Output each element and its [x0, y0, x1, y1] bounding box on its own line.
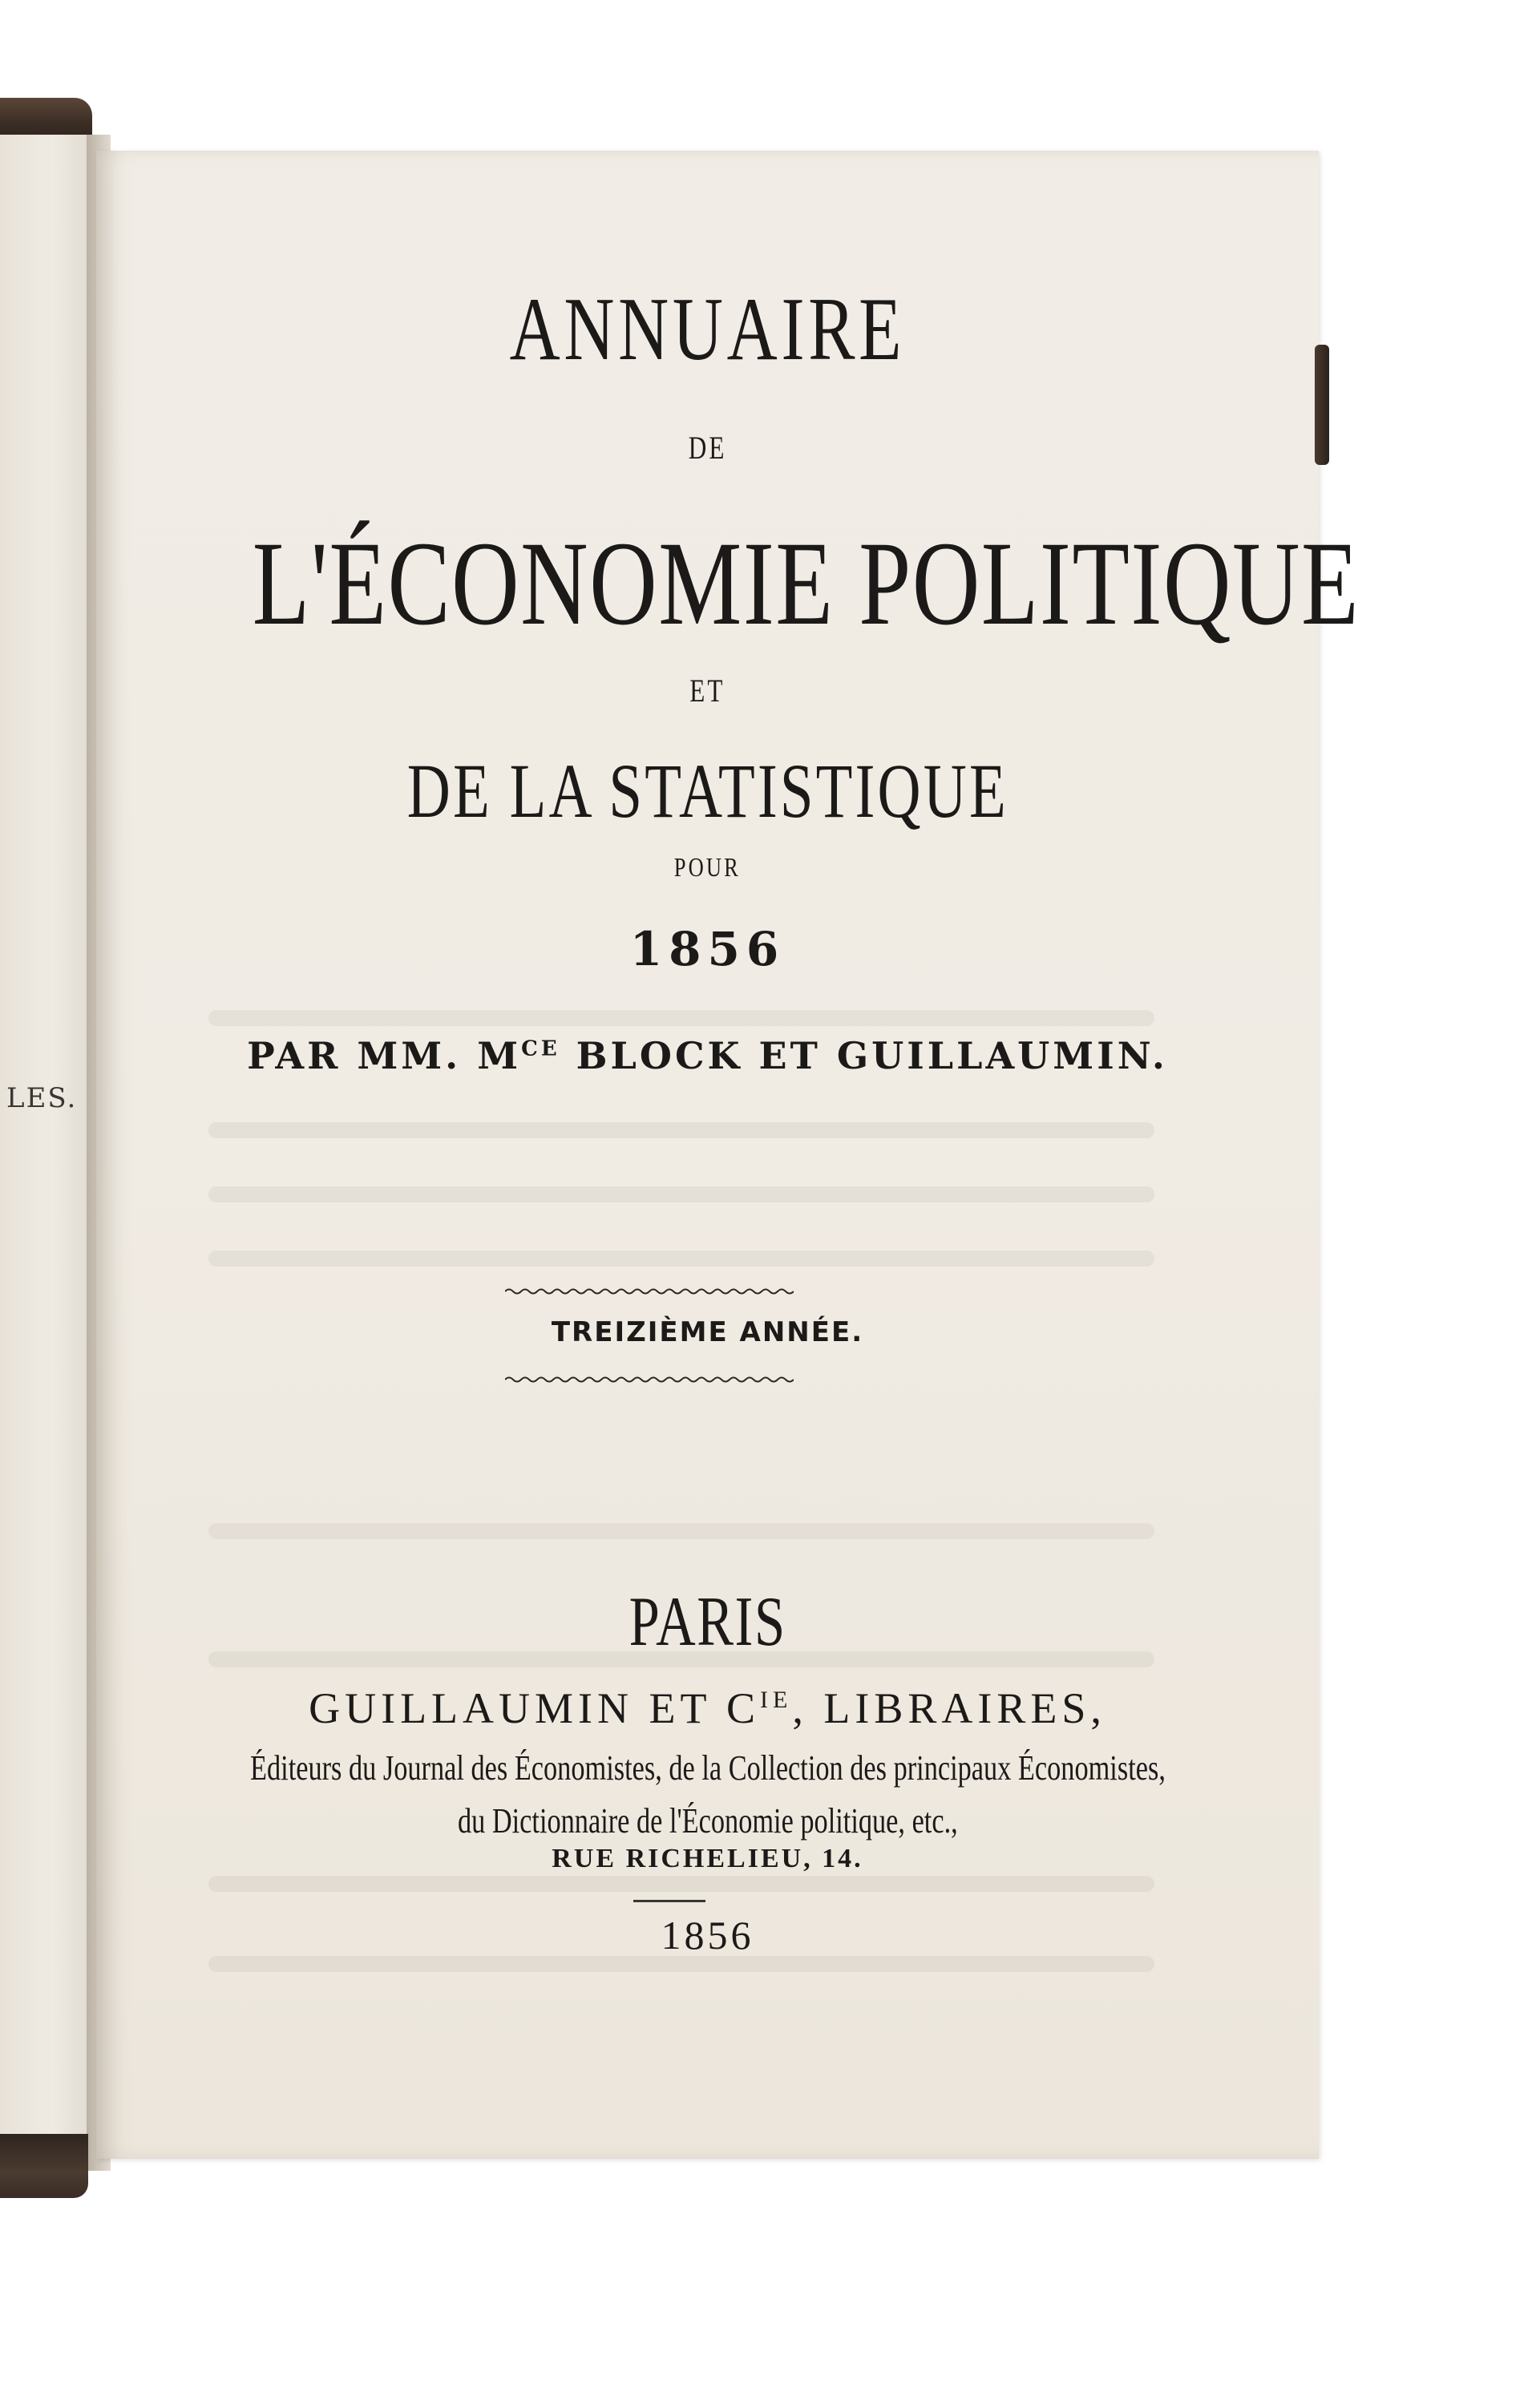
- show-through: [208, 1186, 1154, 1202]
- edition-label: [96, 1316, 1319, 1348]
- imprint-city: [96, 1579, 1319, 1663]
- show-through: [208, 1122, 1154, 1138]
- address-text: RUE RICHELIEU, 14.: [552, 1844, 863, 1873]
- title-line-statistique: [96, 746, 1319, 835]
- authors-line: [96, 1034, 1319, 1077]
- connector-de: [96, 429, 1319, 467]
- book-binding-bottom: [0, 2134, 88, 2198]
- show-through: [208, 1010, 1154, 1026]
- editors-line: [96, 1748, 1319, 1788]
- dictionary-line: [96, 1800, 1319, 1841]
- title-text: DE LA STATISTIQUE: [406, 748, 1008, 834]
- city-text: PARIS: [629, 1583, 786, 1661]
- authors-names: BLOCK ET GUILLAUMIN.: [560, 1034, 1168, 1077]
- left-page-fragment: LES.: [6, 1082, 78, 1114]
- connector-text: POUR: [673, 853, 742, 883]
- show-through: [208, 1251, 1154, 1267]
- title-line-economie: [96, 513, 1360, 653]
- show-through: [208, 1956, 1154, 1972]
- show-through: [208, 1523, 1154, 1539]
- imprint-year: [96, 1912, 1319, 1958]
- authors-prefix: PAR MM. M: [247, 1034, 522, 1077]
- imprint-year-text: 1856: [661, 1913, 754, 1958]
- connector-et: [96, 672, 1319, 709]
- publisher-line: [96, 1683, 1319, 1733]
- title-text: L'ÉCONOMIE POLITIQUE: [252, 517, 1360, 650]
- title-text: ANNUAIRE: [509, 280, 906, 379]
- short-rule: [633, 1900, 705, 1902]
- ornamental-rule-bottom: [505, 1374, 794, 1385]
- publisher-address: [96, 1844, 1319, 1874]
- editors-text: Éditeurs du Journal des Économistes, de la Collection des principaux Économistes,: [249, 1748, 1166, 1788]
- show-through: [208, 1876, 1154, 1892]
- dictionary-text: du Dictionnaire de l'Économie politique, etc.,: [457, 1801, 958, 1841]
- connector-text: DE: [688, 430, 727, 466]
- year-text: 1856: [629, 922, 786, 976]
- title-line-annuaire: [96, 277, 1319, 382]
- connector-pour: [96, 851, 1319, 883]
- publisher-suffix: , LIBRAIRES,: [792, 1684, 1106, 1732]
- authors-superscript: CE: [521, 1036, 560, 1061]
- ornamental-rule-top: [505, 1286, 794, 1297]
- title-year: [96, 922, 1319, 976]
- connector-text: ET: [689, 673, 726, 709]
- edition-text: TREIZIÈME ANNÉE.: [551, 1316, 864, 1348]
- publisher-prefix: GUILLAUMIN ET C: [309, 1684, 761, 1732]
- publisher-superscript: IE: [760, 1687, 793, 1713]
